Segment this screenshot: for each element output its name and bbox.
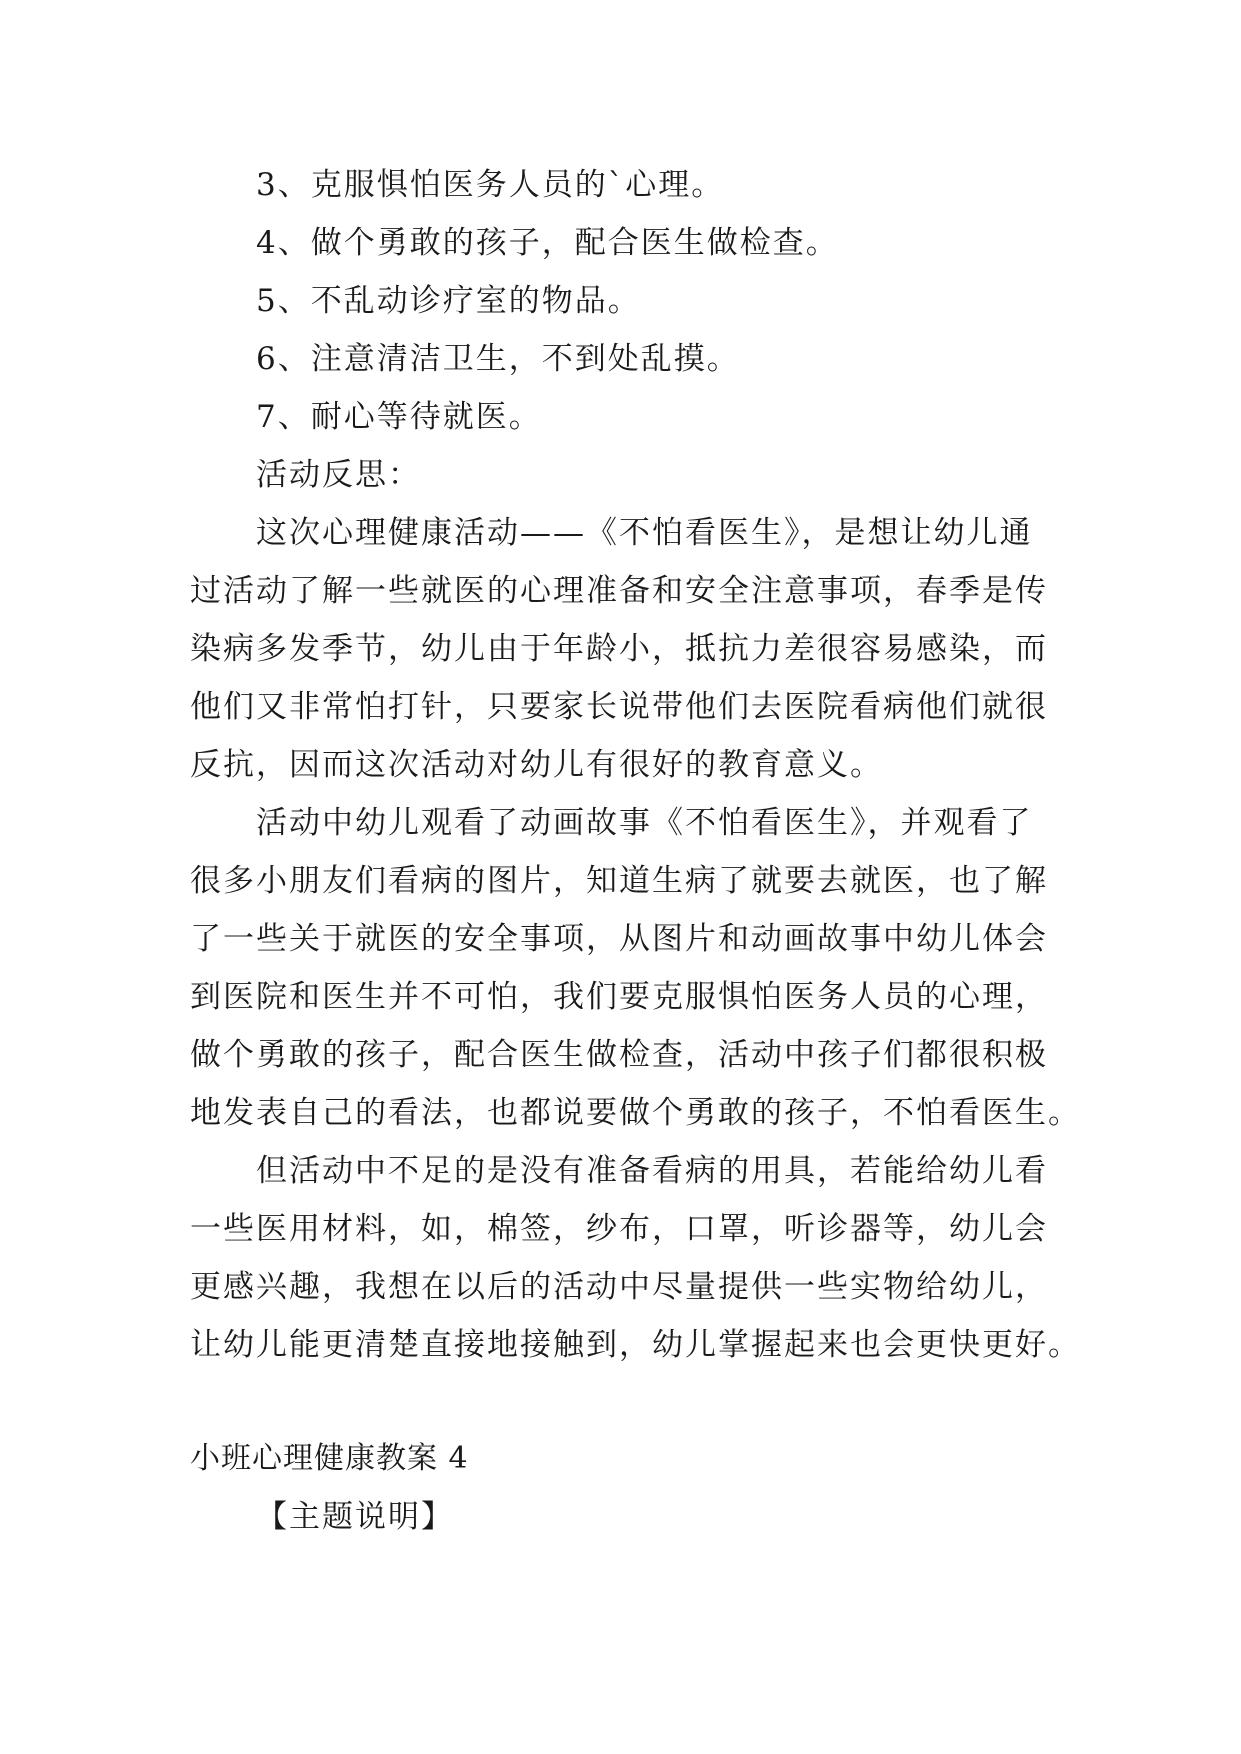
paragraph-2-line: 了一些关于就医的安全事项，从图片和动画故事中幼儿体会 (190, 921, 1048, 957)
paragraph-1-line: 过活动了解一些就医的心理准备和安全注意事项，春季是传 (190, 573, 1048, 609)
paragraph-3-line: 但活动中不足的是没有准备看病的用具，若能给幼儿看 (256, 1153, 1048, 1189)
paragraph-1-line: 反抗，因而这次活动对幼儿有很好的教育意义。 (190, 747, 883, 783)
list-item: 5、不乱动诊疗室的物品。 (256, 283, 641, 319)
paragraph-2-line: 做个勇敢的孩子，配合医生做检查，活动中孩子们都很积极 (190, 1037, 1048, 1073)
paragraph-3-line: 更感兴趣，我想在以后的活动中尽量提供一些实物给幼儿， (190, 1269, 1048, 1305)
list-item: 6、注意清洁卫生，不到处乱摸。 (256, 341, 740, 377)
section-title: 小班心理健康教案 4 (190, 1441, 469, 1476)
list-item: 4、做个勇敢的孩子，配合医生做检查。 (256, 225, 839, 261)
paragraph-1-line: 他们又非常怕打针，只要家长说带他们去医院看病他们就很 (190, 689, 1048, 725)
paragraph-2-line: 活动中幼儿观看了动画故事《不怕看医生》，并观看了 (256, 805, 1033, 841)
list-item: 3、克服惧怕医务人员的`心理。 (256, 167, 725, 203)
paragraph-2-line: 很多小朋友们看病的图片，知道生病了就要去就医，也了解 (190, 863, 1048, 899)
paragraph-2-line: 地发表自己的看法，也都说要做个勇敢的孩子，不怕看医生。 (190, 1095, 1081, 1131)
paragraph-3-line: 让幼儿能更清楚直接地接触到，幼儿掌握起来也会更快更好。 (190, 1327, 1081, 1363)
list-item: 7、耐心等待就医。 (256, 399, 542, 435)
paragraph-3-line: 一些医用材料，如，棉签，纱布，口罩，听诊器等，幼儿会 (190, 1211, 1048, 1247)
paragraph-1-line: 这次心理健康活动——《不怕看医生》，是想让幼儿通 (256, 515, 1033, 551)
paragraph-1-line: 染病多发季节，幼儿由于年龄小，抵抗力差很容易感染，而 (190, 631, 1048, 667)
subheading: 【主题说明】 (256, 1499, 454, 1535)
reflection-heading: 活动反思： (256, 457, 421, 493)
paragraph-2-line: 到医院和医生并不可怕，我们要克服惧怕医务人员的心理， (190, 979, 1048, 1015)
